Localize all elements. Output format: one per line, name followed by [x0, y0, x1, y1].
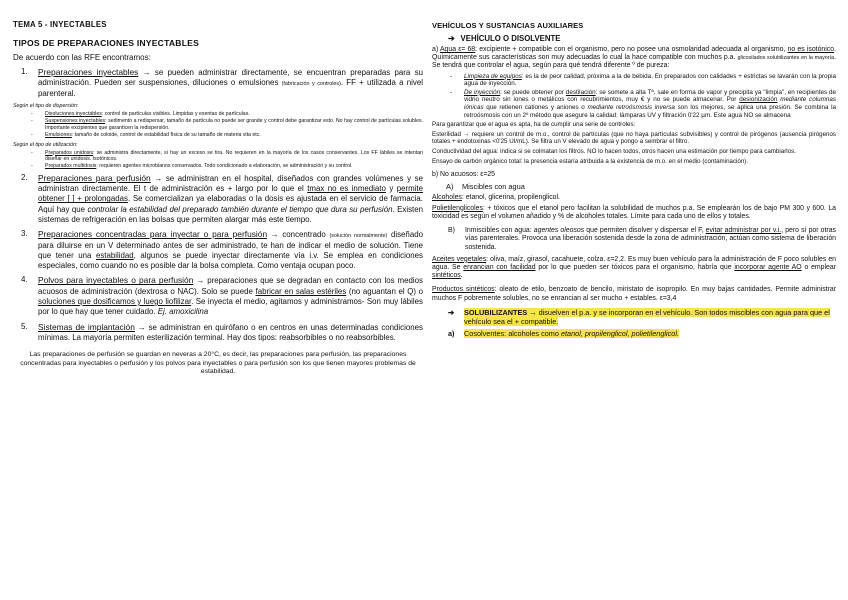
nonaqueous-heading: b) No acuosos: ε=25 — [432, 171, 496, 179]
immiscible-paragraph: B) Inmiscibles con agua: agentes oleosos que permiten disolver y dispersar el F, evitar administrar por v.i., pero sí por otras vías parenterales. Provoca una liberación sostenida desde la zona de administración, actúan como sistema de liberación sostenida. — [448, 226, 836, 251]
preparation-list — [21, 67, 423, 99]
list-item: - Preparados unidosis: se administra directamente, si hay un exceso se tira. No requieren en la mayoría de los casos conservantes. Los FF lábiles se intentan diseñar en unidosis. Isotónicos. — [31, 149, 424, 162]
miscible-heading: A) Miscibles con agua — [446, 182, 525, 192]
dosification-heading: Según el tipo de utilización: — [13, 141, 78, 148]
lead-text: De acuerdo con las RFE encontramos: — [13, 53, 151, 62]
solubilizers-block — [448, 308, 836, 338]
section-title: TIPOS DE PREPARACIONES INYECTABLES — [13, 38, 200, 48]
right-column — [432, 8, 836, 341]
preparation-list-continued — [21, 173, 423, 343]
vehicle-heading: ➔ VEHÍCULO O DISOLVENTE — [448, 34, 561, 43]
left-column — [13, 8, 423, 377]
item-title: Preparaciones inyectables — [38, 67, 139, 77]
list-item: 1. Preparaciones inyectables → se pueden administrar directamente, se encuentran preparadas para su administración. Pueden ser suspensiones, diluciones o emulsiones (fabricación y controles). FF + utilizada a nivel parenteral. — [21, 67, 423, 98]
cosolvents-row: a) Cosolventes: alcoholes como etanol, propilenglicol, polietilenglicol. — [448, 328, 679, 338]
item-title: Sistemas de implantación — [38, 321, 135, 332]
solubilizers-row: ➔ SOLUBILIZANTES → disuelven el p.a. y se incorporan en el vehículo. Son todos miscibles con agua para que el vehículo sea el + compatible. — [448, 307, 830, 326]
control-toc: Ensayo de carbón orgánico total: la presencia estaría atribuida a la existencia de m.o. en el medio (contaminación). — [432, 157, 749, 165]
list-item: 3. Preparaciones concentradas para inyectar o para perfusión → concentrado (solución normalmente) diseñado para diluirse en un V determinado antes de ser administrado, te han de indicar el medio de solución. Tiene que tener una estabilidad, algunos se puede inyectar directamente vía i.v. Se emplea en condiciones especiales, como cuando no es posible dar la bolsa completa. Como ventaja ocupan poco. — [21, 229, 423, 271]
list-item: - Suspensiones inyectables: sedimento a redispersar, tamaño de partícula no puede ser grande y control debe garantizar esto. No hay control de partículas solubles. Importante excipientes que garanticen la redispersión. — [31, 118, 423, 131]
water-paragraph: a) Agua ε= 68: excipiente + compatible con el organismo, pero no posee una osmolaridad adecuada al organismo, no es isotónico. Químicamente sus características son muy adecuadas lo cual la hace compatible con muchos p.a. glicosilados solubilizantes en la mayoría. Se tendrá que controlar el agua, según para qué tendrá diferente º de pureza: — [432, 46, 836, 70]
vegetable-oils-paragraph: Aceites vegetales: oliva, maíz, girasol, cacahuete, colza. ε=2,2. Es muy buen vehículo para la administración de F poco solubles en agua. Se enrancian con facilidad por lo que pueden ser tóxicos para el organismo, habría que incorporar agente AO o emplear sintéticos. — [432, 255, 836, 280]
control-conductivity: Conductividad del agua: indica si se colmatan los filtros. NO lo hacen todos, otros hacen una estimación por tiempo para cambiarlos. — [432, 147, 796, 155]
item-title: Polvos para inyectables o para perfusión — [38, 275, 194, 286]
topic-title: TEMA 5 - INYECTABLES — [13, 20, 107, 29]
list-item: 5. Sistemas de implantación → se administran en quirófano o en centros en unas determinadas condiciones mínimas. La mayoría permiten esterilización terminal. Hay dos tipos: reabsorbibles o no reabsorbibles. — [21, 321, 423, 342]
dispersion-list — [31, 111, 423, 139]
water-types-list — [450, 73, 836, 120]
stability-note: Las preparaciones de perfusión se guardan en neveras a 20°C, es decir, las preparaciones para perfusión, las preparaciones concentradas para inyectables o perfusión y los polvos para inyectables o para perfusión son los que tienen mayores problemas de estabilidad. — [20, 351, 416, 376]
list-item: 2. Preparaciones para perfusión → se administran en el hospital, diseñados con grandes volúmenes y se administran directamente. El t de administración es + largo por lo que el tmax no es inmediato y permite obtener [ ] + prolongadas. Se comercializan ya elaboradas o la dosis es ajustada en el servicio de farmacia. Aquí hay que controlar la estabilidad del preparado también durante el tiempo que dura su perfusión. Existen sistemas de refrigeración en las bolsas que permiten alargar más este tiempo. — [21, 172, 424, 224]
arrow-icon: ➔ — [448, 34, 455, 43]
item-title: Preparaciones concentradas para inyectar o para perfusión — [38, 229, 268, 240]
dispersion-heading: Según el tipo de dispersión: — [13, 102, 79, 109]
topic-title-right: VEHÍCULOS Y SUSTANCIAS AUXILIARES — [432, 21, 584, 30]
list-item: - Disoluciones inyectables: control de partículas visibles. Limpidas y exentas de partículas. — [31, 110, 250, 117]
peg-paragraph: Polietilenglicoles: + tóxicos que el etanol pero facilitan la solubilidad de muchos p.a. Se emplearán los de bajo PM 300 y 600. La toxicidad es según el volumen añadido y % de alcoholes totales. Límite para cada uno de ellos y totales. — [432, 204, 836, 220]
controls-intro: Para garantizar que el agua es apta, ha de cumplir una serie de controles: — [432, 121, 636, 129]
arrow-icon: ➔ — [448, 307, 455, 317]
item-title: Preparaciones para perfusión — [38, 172, 151, 183]
list-item: - Emulsiones: tamaño de coloide, control de estabilidad física de su tamaño de materia vita etc. — [31, 132, 261, 139]
list-item: - Limpieza de equipos: es la de peor calidad, próxima a la de bebida. En preparados con calidades + estrictas se lavarán con la propia agua de inyección. — [450, 72, 836, 88]
synthetic-paragraph: Productos sintéticos: oleato de etilo, benzoato de bencilo, miristato de isopropilo. En muy bajas cantidades. Permite administrar muchos F pobremente solubles, no se enrancian al ser mucho + estables. ε=3,4 — [432, 286, 836, 302]
dosification-list — [31, 150, 423, 170]
list-item: 4. Polvos para inyectables o para perfusión → preparaciones que se degradan en contacto con los medios acuosos de administración (dextrosa o NAC). Solo se puede fabricar en salas estériles (no aguantan el Q) o soluciones que dosificamos y luego liofilizar. Se inyecta el medio, agitamos y administramos- Son muy lábiles por lo que hay que tener cuidado. Ej. amoxicilina — [21, 275, 423, 317]
control-sterility: Esterilidad → requiere un control de m.o., control de partículas (que no haya partículas subvisibles) y control de pirógenos (ausencia pirógenos totales + endotoxinas <0'25 UI/mL). Se filtra un V elevado de agua y pongo a sembrar el filtro. — [432, 130, 836, 146]
alcohols-paragraph: Alcoholes: etanol, glicerina, propilenglicol. — [432, 194, 560, 202]
list-item: - De inyección: se puede obtener por destilación: se somete a alta Tª, sale en forma de vapor y precipita ya "limpia", en recipientes de vidrio neutro sin iones o metálicos con recubrimientos, muy € y no se puede almacenar. Por desionización mediante columnas iónicas que retienen cationes y aniones o mediante retroósmosis inversa son los mejores, se aplica una presión. Se combina la retroósmosis con un 2º método que asegure la calidad: lámparas UV y filtración 0'22 µm. Este agua NO se almacena — [450, 88, 837, 119]
item-number: 1. — [21, 67, 28, 76]
list-item: - Preparados multidosis: requieren agentes microbianos conservados. Todo condicionado a elaboración, se administración y su control. — [31, 163, 353, 170]
